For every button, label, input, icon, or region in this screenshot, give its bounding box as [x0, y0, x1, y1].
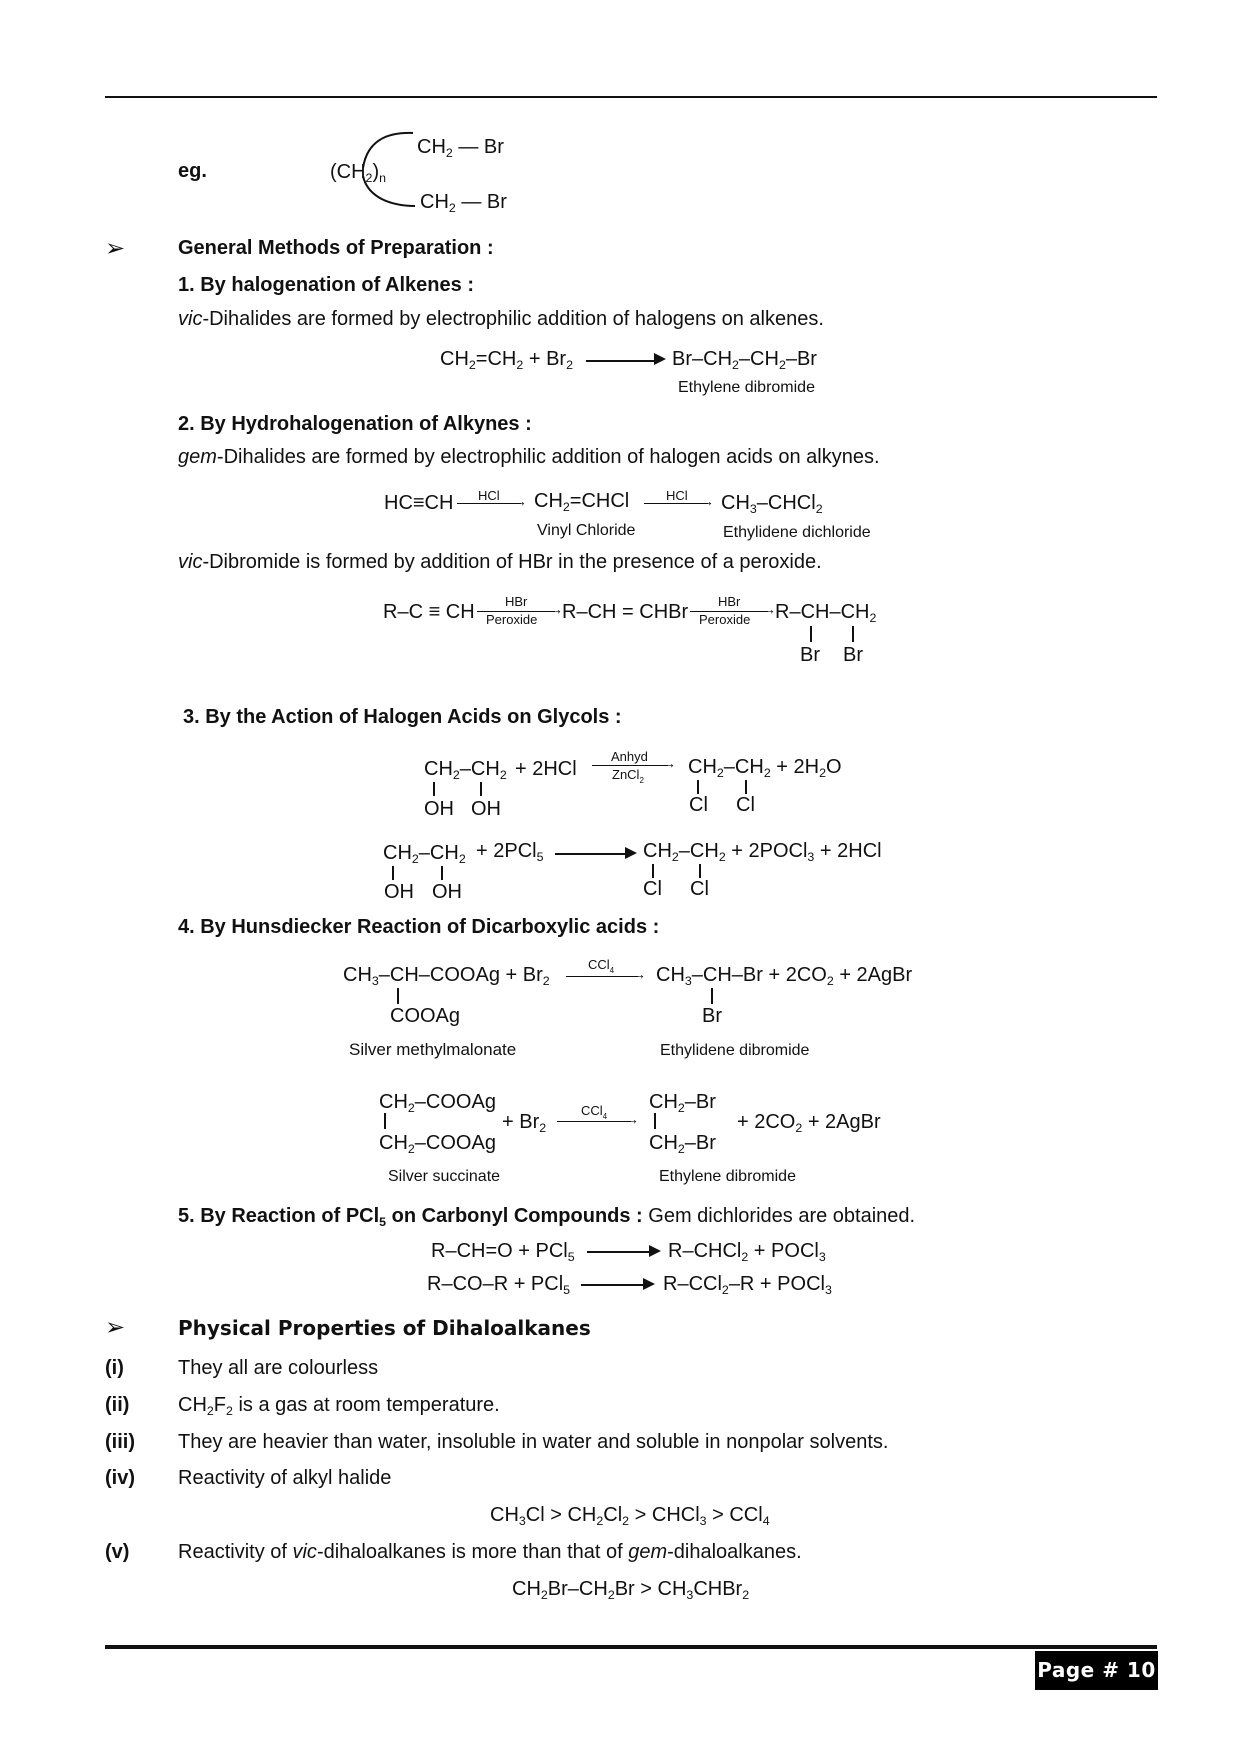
method3-eq1-reagent-top: Anhyd: [611, 749, 648, 764]
method4-eq2-left-top: $CH_2$–COOAg: [379, 1091, 496, 1115]
arrow-head-icon: →: [762, 601, 776, 617]
arrow-head-icon: [654, 353, 666, 365]
method4-eq1-left: $CH_3-CH$–COOAg + $Br_2$: [343, 964, 550, 988]
method2-reagent2: HCl: [666, 488, 688, 503]
method3-eq2-left-sub1: OH: [384, 881, 414, 903]
item-number: (i): [105, 1357, 124, 1379]
method5-eq1-right: R–CHCl$_2$ + POCl$_3$: [668, 1240, 826, 1264]
method3-eq2-left-sub2: OH: [432, 881, 462, 903]
method2-eq2-reagent-top: HBr: [505, 594, 528, 609]
method3-eq1-left-sub2: OH: [471, 798, 501, 820]
method4-eq2-right-name: Ethylene dibromide: [659, 1168, 796, 1185]
reaction-arrow: [557, 1121, 631, 1122]
bond-line: [745, 780, 747, 794]
method2-eq2-reagent-bottom: Peroxide: [486, 612, 538, 627]
method3-eq1-right-sub2: Cl: [736, 794, 755, 816]
method2-mid: $CH_2=CHCl$: [534, 490, 630, 514]
method3-eq1-right-sub1: Cl: [689, 794, 708, 816]
method4-eq1-left-sub: COOAg: [390, 1005, 461, 1027]
arrow-head-icon: →: [549, 601, 563, 617]
arrow-head-icon: [649, 1245, 661, 1257]
method2-desc: gem-Dihalides are formed by electrophilic addition of halogen acids on alkynes.: [178, 446, 880, 468]
method4-eq2-left-name: Silver succinate: [388, 1168, 501, 1185]
reaction-arrow: [587, 1251, 651, 1253]
method2-desc2: vic-Dibromide is formed by addition of HBr in the presence of a peroxide.: [178, 551, 822, 573]
arrow-head-icon: →: [632, 966, 646, 982]
item-number: (iii): [105, 1431, 135, 1453]
method1-title: 1. By halogenation of Alkenes :: [178, 274, 474, 296]
bond-line: [480, 782, 482, 796]
example-top: $CH_2$ — Br: [417, 136, 504, 160]
bond-line: [441, 866, 443, 880]
method2-end: $CH_3-CHCl_2$: [721, 492, 823, 516]
method5-eq2-left: R–CO–R + PCl$_5$: [427, 1273, 571, 1297]
bond-line: [652, 864, 654, 878]
bond-line: [397, 988, 399, 1004]
method4-eq1-right-sub: Br: [702, 1005, 722, 1027]
method2-eq2-start: R–C ≡ CH: [383, 601, 475, 623]
item-text: They are heavier than water, insoluble in water and soluble in nonpolar solvents.: [178, 1431, 889, 1453]
method4-eq2-right-plus: + $2CO_2$ + 2AgBr: [737, 1111, 881, 1135]
arrow-head-icon: →: [513, 493, 527, 509]
method3-eq2-right-sub2: Cl: [690, 878, 709, 900]
bond-line: [392, 866, 394, 880]
method3-eq1-left: $CH_2-CH_2$: [424, 758, 507, 782]
item-number: (ii): [105, 1394, 130, 1416]
bond-line: [699, 864, 701, 878]
method3-eq1-right: $CH_2-CH_2 + 2H_2O$: [688, 756, 842, 780]
method3-eq2-plus: + 2PCl$_5$: [476, 840, 544, 864]
method3-eq2-left: $CH_2-CH_2$: [383, 842, 466, 866]
method5-eq1-left: R–CH=O + PCl$_5$: [431, 1240, 575, 1264]
method2-eq2-sub1: Br: [800, 644, 820, 666]
reaction-arrow: [586, 360, 656, 362]
header-rule: [105, 96, 1157, 98]
bond-line: [810, 626, 812, 642]
method2-eq2-sub2: Br: [843, 644, 863, 666]
reaction-arrow: [644, 503, 708, 504]
page-number: Page # 10: [1035, 1651, 1158, 1690]
method3-eq1-plus: + 2HCl: [515, 758, 577, 780]
bond-line: [711, 988, 713, 1004]
method4-eq2-right-bottom: $CH_2-Br$: [649, 1132, 716, 1156]
method2-reagent1: HCl: [478, 488, 500, 503]
item-text: Reactivity of vic-dihaloalkanes is more than that of gem-dihaloalkanes.: [178, 1541, 802, 1563]
method1-product-name: Ethylene dibromide: [678, 379, 815, 396]
reaction-arrow: [555, 853, 627, 855]
arrow-head-icon: →: [662, 755, 676, 771]
method1-eq-right: $Br-CH_2-CH_2-Br$: [672, 348, 817, 372]
example-label: eg.: [178, 160, 207, 182]
method2-end-name: Ethylidene dichloride: [723, 524, 871, 541]
bond-line: [852, 626, 854, 642]
bond-line: [433, 782, 435, 796]
method1-eq-left: $CH_2=CH_2 + Br_2$: [440, 348, 573, 372]
method2-eq2-end: $R-CH-CH_2$: [775, 601, 877, 625]
method4-eq2-left-bottom: $CH_2$–COOAg: [379, 1132, 496, 1156]
method5-eq2-right: R–CCl$_2$–R + POCl$_3$: [663, 1273, 832, 1297]
item-equation: $CH_2Br-CH_2Br$ > $CH_3CHBr_2$: [512, 1578, 750, 1602]
arrow-head-icon: [643, 1278, 655, 1290]
bond-line: [697, 780, 699, 794]
reaction-arrow: [592, 765, 668, 766]
arrow-head-icon: →: [625, 1111, 639, 1127]
method4-title: 4. By Hunsdiecker Reaction of Dicarboxylic acids :: [178, 916, 660, 938]
method4-eq2-right-top: $CH_2-Br$: [649, 1091, 716, 1115]
method4-eq1-left-name: Silver methylmalonate: [349, 1040, 517, 1059]
section-title-physical: Physical Properties of Dihaloalkanes: [178, 1316, 591, 1340]
method4-eq1-reagent: CCl$_4$: [588, 957, 615, 975]
method4-eq2-reagent: CCl$_4$: [581, 1103, 608, 1121]
method4-eq2-plus: + $Br_2$: [502, 1111, 547, 1135]
bond-line: [654, 1113, 656, 1129]
method2-eq2-reagent-bottom2: Peroxide: [699, 612, 751, 627]
item-text: Reactivity of alkyl halide: [178, 1467, 392, 1489]
arrow-bullet-icon: ➢: [105, 1314, 126, 1341]
item-number: (v): [105, 1541, 130, 1563]
item-text: They all are colourless: [178, 1357, 379, 1379]
arrow-bullet-icon: ➢: [105, 235, 126, 262]
section-title-preparation: General Methods of Preparation :: [178, 237, 494, 259]
method2-mid-name: Vinyl Chloride: [537, 522, 636, 539]
method3-eq1-left-sub1: OH: [424, 798, 454, 820]
example-ring: $(CH_2)_n$: [330, 161, 387, 185]
method3-eq1-reagent-bottom: ZnCl$_2$: [612, 767, 644, 785]
method4-eq1-right-name: Ethylidene dibromide: [660, 1042, 810, 1059]
reaction-arrow: [457, 503, 521, 504]
arrow-head-icon: [625, 847, 637, 859]
method3-title: 3. By the Action of Halogen Acids on Glycols :: [183, 706, 622, 728]
method2-start: HC≡CH: [384, 492, 454, 514]
method2-title: 2. By Hydrohalogenation of Alkynes :: [178, 413, 532, 435]
item-equation: $CH_3Cl > CH_2Cl_2$ > CHCl$_3$ > CCl$_4$: [490, 1504, 770, 1528]
arrow-head-icon: →: [700, 493, 714, 509]
method1-desc: vic-Dihalides are formed by electrophilic addition of halogens on alkenes.: [178, 308, 824, 330]
bond-line: [384, 1113, 386, 1129]
method3-eq2-right: $CH_2-CH_2$ + 2POCl$_3$ + 2HCl: [643, 840, 882, 864]
method2-eq2-reagent-top2: HBr: [718, 594, 741, 609]
footer-rule: [105, 1645, 1157, 1649]
method3-eq2-right-sub1: Cl: [643, 878, 662, 900]
item-text: $CH_2F_2$ is a gas at room temperature.: [178, 1394, 500, 1418]
method4-eq1-right: $CH_3-CH-Br + 2CO_2$ + 2AgBr: [656, 964, 913, 988]
method5-title: 5. By Reaction of PCl$_5$ on Carbonyl Compounds : Gem dichlorides are obtained.: [178, 1205, 916, 1229]
item-number: (iv): [105, 1467, 135, 1489]
reaction-arrow: [566, 976, 638, 977]
example-bottom: $CH_2$ — Br: [420, 191, 507, 215]
reaction-arrow: [581, 1284, 645, 1286]
method2-eq2-mid: R–CH = CHBr: [562, 601, 689, 623]
